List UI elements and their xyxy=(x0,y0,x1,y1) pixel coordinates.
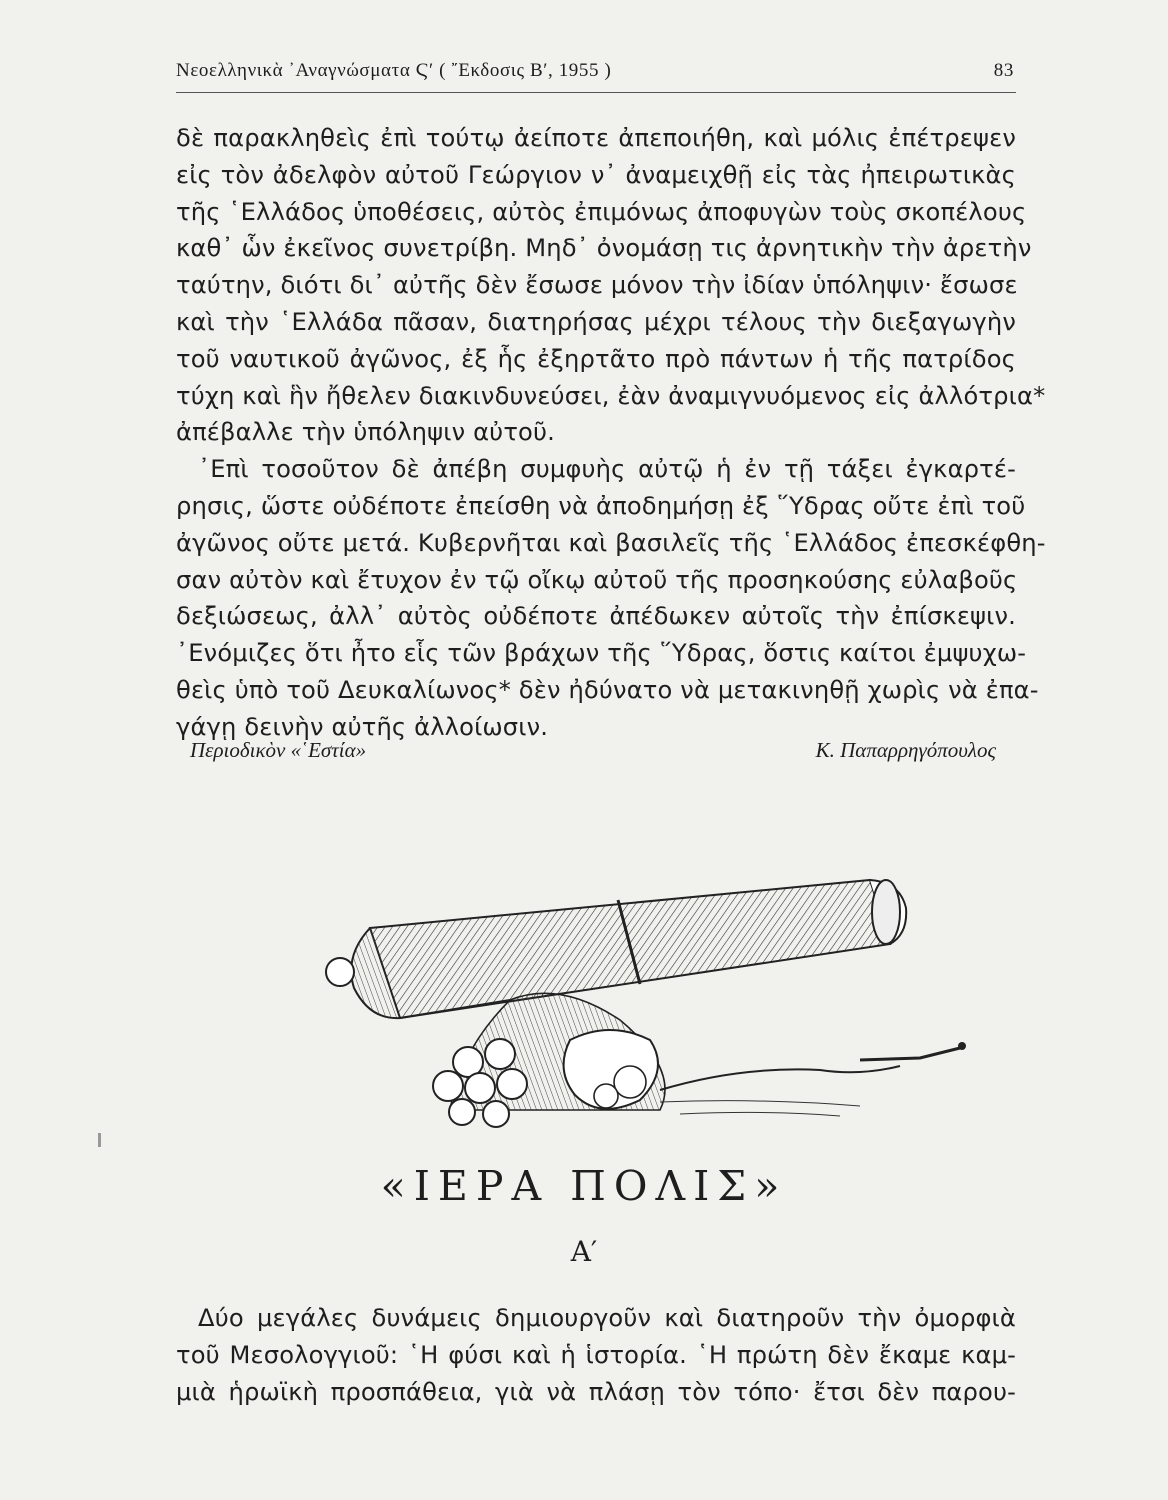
attribution-author: Κ. Παπαρρηγόπουλος xyxy=(815,738,996,762)
running-title: Νεοελληνικὰ ᾿Αναγνώσματα Ϛ′ ( ῎Εκδοσις Β′, 1955 ) xyxy=(176,60,612,81)
text-line: τοῦ ναυτικοῦ ἀγῶνος, ἐξ ἧς ἐξηρτᾶτο πρὸ πάντων ἡ τῆς πατρίδος xyxy=(176,344,1016,373)
passage-text xyxy=(176,120,1046,746)
text-line: μιὰ ἡρωϊκὴ προσπάθεια, γιὰ νὰ πλάσῃ τὸν τόπο· ἔτσι δὲν παρου- xyxy=(176,1377,1016,1406)
text-line: τύχη καὶ ἣν ἤθελεν διακινδυνεύσει, ἐὰν ἀναμιγνυόμενος εἰς ἀλλότρια* xyxy=(176,381,1046,410)
text-line: ᾿Επὶ τοσοῦτον δὲ ἀπέβη συμφυὴς αὐτῷ ἡ ἐν τῇ τάξει ἐγκαρτέ- xyxy=(198,455,1016,484)
text-line: σαν αὐτὸν καὶ ἔτυχον ἐν τῷ οἴκῳ αὐτοῦ τῆς προσηκούσης εὐλαβοῦς xyxy=(176,565,1018,594)
text-line: ἀπέβαλλε τὴν ὑπόληψιν αὐτοῦ. xyxy=(176,418,555,447)
margin-mark xyxy=(98,1133,101,1147)
cannon-illustration xyxy=(300,870,1000,1130)
running-header xyxy=(176,60,1016,90)
attribution-source: Περιοδικὸν «῾Εστία» xyxy=(190,738,367,762)
text-line: Δύο μεγάλες δυνάμεις δημιουργοῦν καὶ διατηροῦν τὴν ὀμορφιὰ xyxy=(198,1304,1016,1332)
text-line: ἀγῶνος οὔτε μετά. Κυβερνῆται καὶ βασιλεῖς τῆς ῾Ελλάδος ἐπεσκέφθη- xyxy=(176,528,1046,557)
text-line: ταύτην, διότι δι᾿ αὐτῆς δὲν ἔσωσε μόνον τὴν ἰδίαν ὑπόληψιν· ἔσωσε xyxy=(176,271,1018,300)
section-numeral: Α′ xyxy=(570,1235,598,1268)
attribution xyxy=(190,738,996,768)
text-line: ρησις, ὥστε οὐδέποτε ἐπείσθη νὰ ἀποδημήσῃ ἐξ ῞Υδρας οὔτε ἐπὶ τοῦ xyxy=(176,491,1026,520)
second-passage-text xyxy=(176,1300,1016,1410)
text-line: εἰς τὸν ἀδελφὸν αὐτοῦ Γεώργιον ν᾿ ἀναμειχθῇ εἰς τὰς ἠπειρωτικὰς xyxy=(176,160,1016,189)
text-line: δὲ παρακληθεὶς ἐπὶ τούτῳ ἀείποτε ἀπεποιήθη, καὶ μόλις ἐπέτρεψεν xyxy=(176,124,1016,152)
text-line: καὶ τὴν ῾Ελλάδα πᾶσαν, διατηρήσας μέχρι τέλους τὴν διεξαγωγὴν xyxy=(176,307,1016,336)
text-line: τοῦ Μεσολογγιοῦ: ῾Η φύσι καὶ ἡ ἱστορία. ῾Η πρώτη δὲν ἔκαμε καμ- xyxy=(176,1340,1016,1369)
text-line: θεὶς ὑπὸ τοῦ Δευκαλίωνος* δὲν ἠδύνατο νὰ μετακινηθῇ χωρὶς νὰ ἐπα- xyxy=(176,675,1039,704)
text-line: γάγῃ δεινὴν αὐτῆς ἀλλοίωσιν. xyxy=(176,712,549,741)
cannon-icon xyxy=(300,870,1000,1130)
piece-title: «ΙΕΡΑ ΠΟΛΙΣ» xyxy=(380,1162,788,1210)
header-rule xyxy=(176,92,1016,93)
page-number: 83 xyxy=(993,60,1014,81)
text-line: καθ᾿ ὧν ἐκεῖνος συνετρίβη. Μηδ᾿ ὀνομάσῃ τις ἀρνητικὴν τὴν ἀρετὴν xyxy=(176,234,1032,263)
text-line: τῆς ῾Ελλάδος ὑποθέσεις, αὐτὸς ἐπιμόνως ἀποφυγὼν τοὺς σκοπέλους xyxy=(176,197,1027,226)
text-line: δεξιώσεως, ἀλλ᾿ αὐτὸς οὐδέποτε ἀπέδωκεν αὐτοῖς τὴν ἐπίσκεψιν. xyxy=(176,602,1016,631)
text-line: ᾿Ενόμιζες ὅτι ἦτο εἷς τῶν βράχων τῆς ῞Υδρας, ὅστις καίτοι ἐμψυχω- xyxy=(176,639,1027,668)
